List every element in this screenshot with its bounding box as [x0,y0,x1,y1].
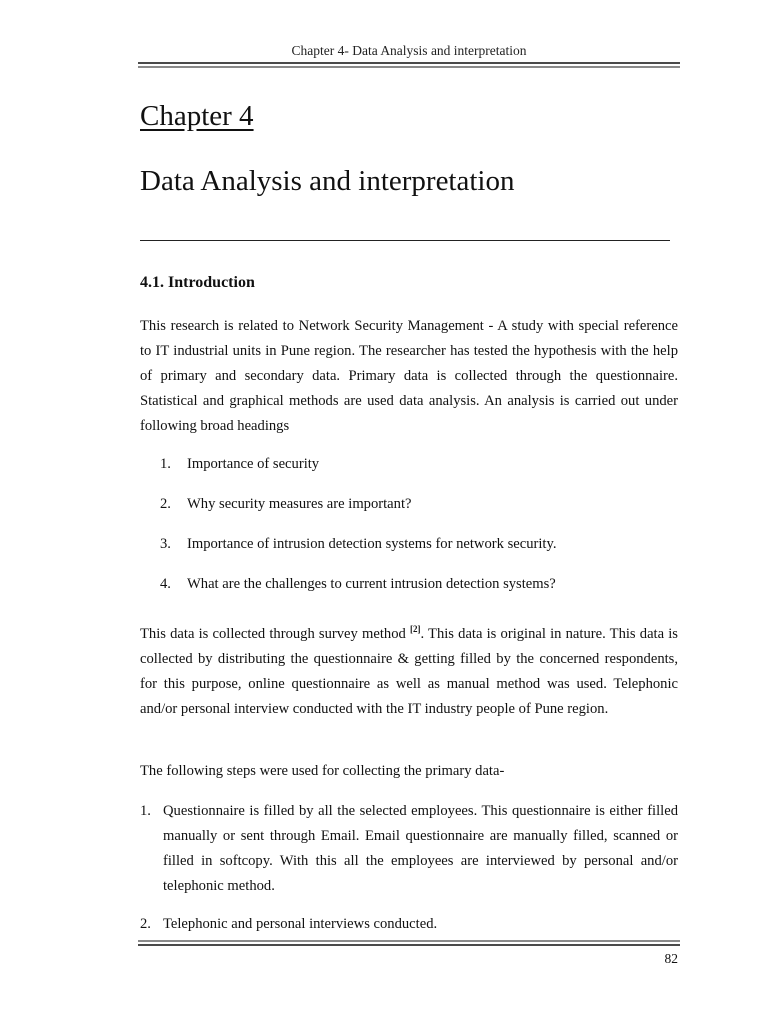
citation-reference: [2] [409,624,421,634]
running-header: Chapter 4- Data Analysis and interpretation [291,43,527,58]
page-number: 82 [664,951,678,966]
chapter-title: Data Analysis and interpretation [140,165,515,197]
collection-steps-list [140,799,678,950]
list-item: 3. Importance of intrusion detection systems for network security. [160,536,557,552]
list-item: 4. What are the challenges to current intrusion detection systems? [160,576,556,592]
list-item: 2. Why security measures are important? [160,496,412,512]
section-heading: 4.1. Introduction [140,274,255,291]
survey-paragraph: This data is collected through survey method [2]. This data is original in nature. This data is collected by distributing the questionnaire & getting filled by the concerned respondents, for this purpose, online questionnaire as well as manual method was used. Telephonic and/or personal interview conducted with the IT industry people of Pune region. [140,624,678,717]
header-divider [138,62,680,68]
chapter-label: Chapter 4 [140,100,254,132]
list-item: 1. Importance of security [160,456,320,472]
analysis-headings-list [160,456,680,616]
list-item: 2. Telephonic and personal interviews conducted. [140,916,438,932]
title-divider [140,240,670,241]
intro-paragraph: This research is related to Network Security Management - A study with special reference to IT industrial units in Pune region. The researcher has tested the hypothesis with the help of primary and secondary data. Primary data is collected through the questionnaire. Statistical and graphical methods are used data analysis. An analysis is carried out under following broad headings [140,318,678,434]
list-item: 1. Questionnaire is filled by all the selected employees. This questionnaire is either filled manually or sent through Email. Email questionnaire are manually filled, scanned or filled in softcopy. With this all the employees are interviewed by personal and/or telephonic method. [140,803,678,894]
footer-divider [138,940,680,946]
steps-intro-paragraph: The following steps were used for collecting the primary data- [140,763,505,779]
